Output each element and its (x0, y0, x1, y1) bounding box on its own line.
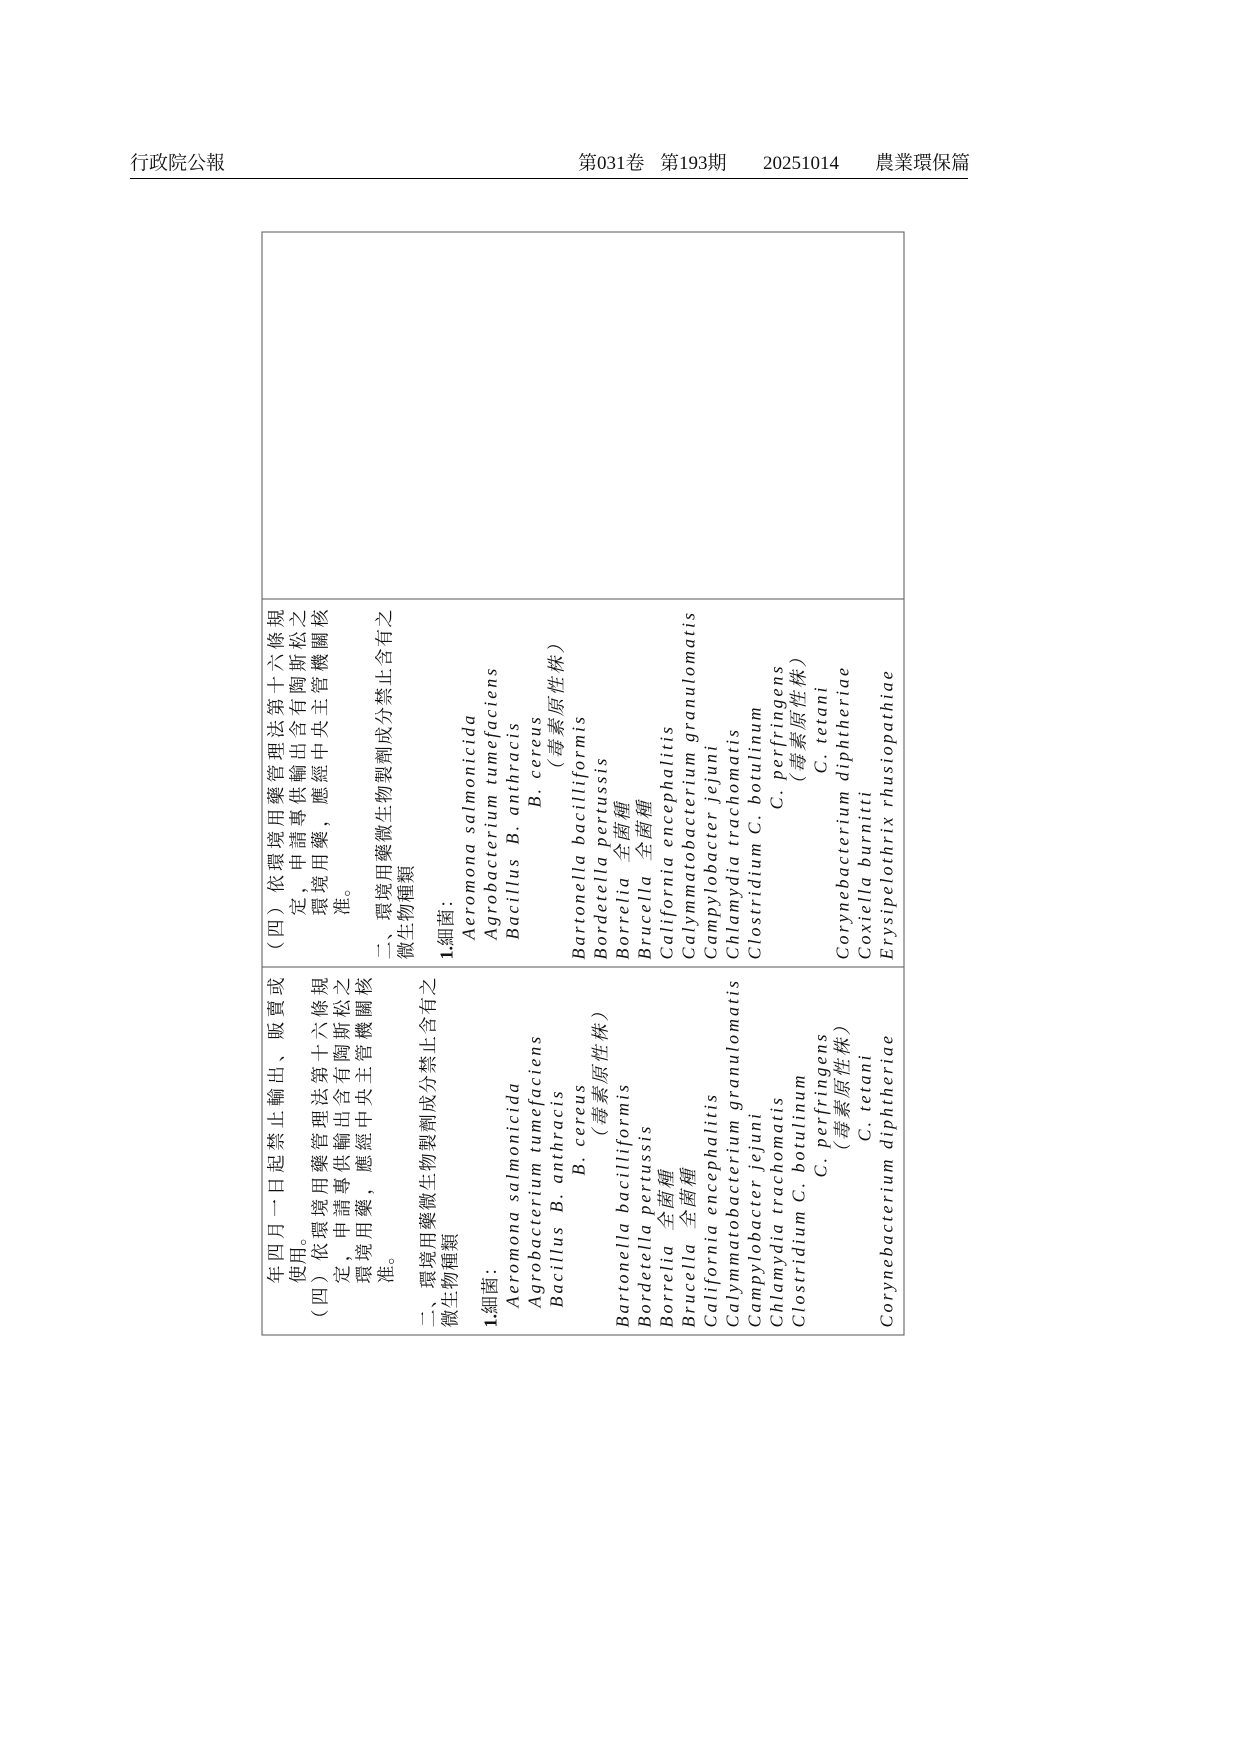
species-name: Aeromona salmonicida (458, 712, 479, 940)
species-name: B. anthracis (546, 1088, 567, 1213)
genus-name: Brucella (634, 873, 655, 960)
genus-name: Clostridium (744, 840, 765, 960)
species-name: C. botulinum (788, 1072, 809, 1203)
species-line (876, 610, 898, 960)
section-heading-cont: 微生物種類 (440, 1232, 461, 1328)
strain-note: （毒素原性株） (832, 1014, 853, 1162)
species-line (634, 610, 656, 960)
species-line (524, 610, 546, 960)
species-name: B. cereus (524, 714, 545, 808)
species-line (876, 978, 898, 1328)
text-line: 定，申請專供輸出含有陶斯松之 (288, 609, 309, 916)
species-line (700, 610, 722, 960)
gazette-title: 行政院公報 (130, 153, 226, 174)
species-name: C. botulinum (744, 704, 765, 835)
genus-name: Clostridium (788, 1208, 809, 1328)
text-line: 年四月一日起禁止輸出、販賣或 (266, 977, 287, 1284)
genus-note: 全菌種 (612, 800, 633, 864)
list-number: 1. (480, 1314, 501, 1328)
species-line (832, 978, 854, 1328)
text-line: 准。 (332, 877, 353, 916)
species-line (766, 978, 788, 1328)
species-name: Chlamydia trachomatis (722, 727, 743, 960)
species-line (568, 610, 590, 960)
species-name: Coxiella burnitti (854, 789, 875, 960)
gazette-header (130, 150, 971, 179)
species-name: Erysipelothrix rhusiopathiae (876, 668, 897, 960)
list-label: 細菌： (480, 1257, 501, 1314)
species-name: C. perfringens (810, 1031, 831, 1178)
genus-note: 全菌種 (678, 1166, 699, 1230)
species-name: C. tetani (854, 1052, 875, 1142)
clause-heading: （四）依環境用藥管理法第十六條規 (266, 609, 287, 960)
species-name: Corynebacterium diphtheriae (876, 1033, 897, 1328)
species-line (480, 610, 502, 960)
species-name: Campylobacter jejuni (700, 743, 721, 960)
strain-note: （毒素原性株） (590, 1000, 611, 1148)
species-name: Bartonella bacilliformis (612, 1082, 633, 1328)
species-name: C. perfringens (766, 663, 787, 810)
species-line (546, 610, 568, 960)
species-line (656, 978, 678, 1328)
species-line (678, 610, 700, 960)
strain-note: （毒素原性株） (788, 646, 809, 794)
species-line (546, 978, 568, 1328)
text-line: 使用。 (288, 1226, 309, 1284)
strain-note: （毒素原性株） (546, 632, 567, 780)
species-line (634, 978, 656, 1328)
list-number: 1. (436, 946, 457, 960)
section-heading: 二、環境用藥微生物製劑成分禁止含有之 (374, 609, 395, 960)
species-line (788, 610, 810, 960)
species-name: Bordetella pertussis (634, 1123, 655, 1328)
genus-name: Borrelia (612, 875, 633, 960)
species-line (678, 978, 700, 1328)
genus-name: Bacillus (546, 1224, 567, 1308)
species-line (722, 610, 744, 960)
genus-name: Bacillus (502, 856, 523, 940)
genus-note: 全菌種 (634, 798, 655, 862)
species-line (502, 610, 524, 960)
section-name: 農業環保篇 (875, 153, 971, 174)
species-line (700, 978, 722, 1328)
section-heading-cont: 微生物種類 (396, 864, 417, 960)
species-name: Calymmatobacterium granulomatis (678, 610, 699, 960)
table-cell-middle (263, 599, 904, 967)
species-line (810, 978, 832, 1328)
species-line (832, 610, 854, 960)
species-name: B. cereus (568, 1082, 589, 1176)
species-line (590, 978, 612, 1328)
comparison-table (262, 232, 905, 1336)
species-line (766, 610, 788, 960)
species-line (854, 978, 876, 1328)
species-line (656, 610, 678, 960)
table-cell-left (263, 967, 904, 1335)
species-name: Agrobacterium tumefaciens (480, 665, 501, 940)
species-line (458, 610, 480, 960)
species-name: Calymmatobacterium granulomatis (722, 978, 743, 1328)
species-name: Chlamydia trachomatis (766, 1095, 787, 1328)
species-name: Corynebacterium diphtheriae (832, 665, 853, 960)
text-line: 環境用藥，應經中央主管機關核 (354, 977, 375, 1284)
species-name: C. tetani (810, 684, 831, 774)
genus-name: Borrelia (656, 1243, 677, 1328)
bacteria-heading (480, 978, 502, 1328)
species-line (502, 978, 524, 1328)
species-line (744, 610, 766, 960)
species-line (590, 610, 612, 960)
species-name: Agrobacterium tumefaciens (524, 1033, 545, 1308)
genus-name: Brucella (678, 1241, 699, 1328)
species-line (744, 978, 766, 1328)
genus-note: 全菌種 (656, 1168, 677, 1232)
volume-number: 第031卷 (578, 153, 645, 174)
table-cell-right (263, 233, 904, 599)
species-line (810, 610, 832, 960)
species-line (568, 978, 590, 1328)
species-name: California encephalitis (656, 724, 677, 960)
species-line (524, 978, 546, 1328)
list-label: 細菌： (436, 889, 457, 946)
species-line (612, 978, 634, 1328)
text-line: 環境用藥，應經中央主管機關核 (310, 609, 331, 916)
species-line (854, 610, 876, 960)
species-name: California encephalitis (700, 1092, 721, 1328)
species-name: Bartonella bacilliformis (568, 714, 589, 960)
species-name: Aeromona salmonicida (502, 1080, 523, 1308)
text-line: 定，申請專供輸出含有陶斯松之 (332, 977, 353, 1284)
species-line (788, 978, 810, 1328)
issue-date: 20251014 (763, 153, 839, 174)
text-line: 准。 (376, 1245, 397, 1284)
species-name: B. anthracis (502, 720, 523, 845)
section-heading: 二、環境用藥微生物製劑成分禁止含有之 (418, 977, 439, 1328)
issue-number: 第193期 (660, 153, 727, 174)
clause-heading: （四）依環境用藥管理法第十六條規 (310, 977, 331, 1328)
bacteria-heading (436, 610, 458, 960)
species-line (722, 978, 744, 1328)
species-line (612, 610, 634, 960)
species-name: Campylobacter jejuni (744, 1111, 765, 1328)
species-name: Bordetella pertussis (590, 755, 611, 960)
